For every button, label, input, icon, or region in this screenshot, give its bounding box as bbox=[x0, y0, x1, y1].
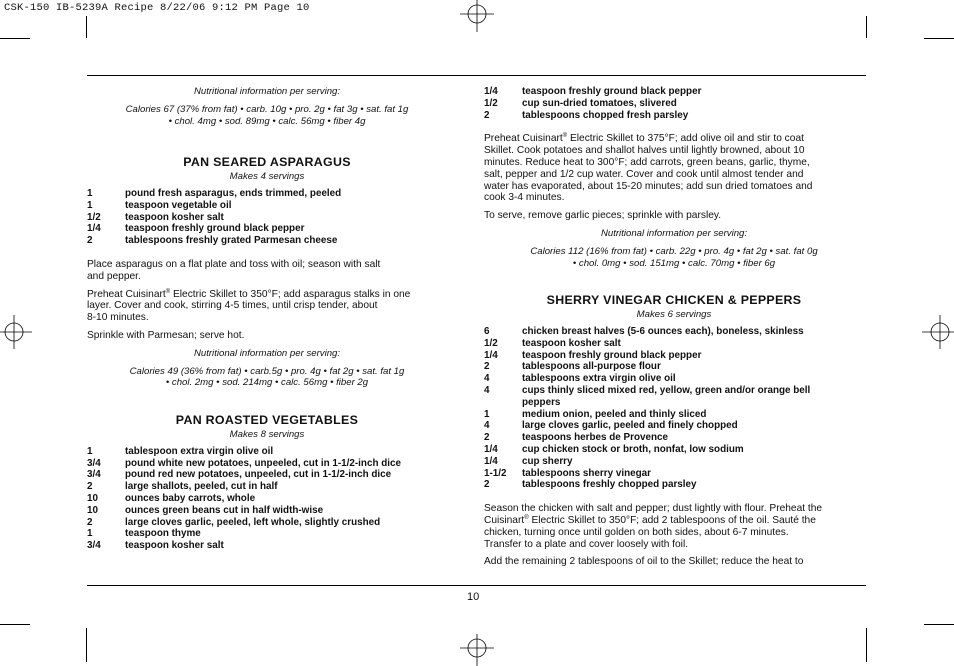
ingredient-row: 3/4 pound red new potatoes, unpeeled, cut in 1-1/2-inch dice bbox=[87, 469, 392, 481]
recipe-yield: Makes 4 servings bbox=[229, 171, 305, 183]
ingredient-row: 2 large shallots, peeled, cut in half bbox=[87, 481, 278, 493]
instruction-paragraph: Season the chicken with salt and pepper; dust lightly with flour. Preheat the Cuisinart® Electric Skillet to 350°F; add 2 tablespoons of the oil. Sauté the chicken, turning once until golden on both sides, about 6-7 minutes. Transfer to a plate and cover loosely with foil. bbox=[484, 503, 823, 550]
registration-mark-icon bbox=[920, 315, 954, 349]
ingredient-row: 4 tablespoons extra virgin olive oil bbox=[484, 373, 676, 385]
crop-mark bbox=[0, 624, 30, 625]
ingredient-row: 1/4 teaspoon freshly ground black pepper bbox=[484, 86, 702, 97]
instruction-paragraph: Place asparagus on a flat plate and toss with oil; season with salt and pepper. bbox=[87, 258, 381, 282]
ingredient-row: 1/2 teaspoon kosher salt bbox=[484, 337, 621, 349]
ingredient-row: 1/2 cup sun-dried tomatoes, slivered bbox=[484, 97, 677, 109]
ingredient-row: 10 ounces baby carrots, whole bbox=[87, 492, 256, 504]
ingredient-row: 2 teaspoons herbes de Provence bbox=[484, 432, 668, 444]
ingredient-row: 1-1/2 tablespoons sherry vinegar bbox=[484, 467, 651, 479]
crop-mark bbox=[866, 628, 867, 662]
ingredient-row: 1/4 cup sherry bbox=[484, 455, 573, 467]
ingredient-list bbox=[87, 188, 447, 247]
crop-mark bbox=[86, 16, 87, 38]
instruction-paragraph: Preheat Cuisinart® Electric Skillet to 375°F; add olive oil and stir to coat Skillet. Cook potatoes and shallot halves until lightly browned, about 10 minutes. Reduce heat to 300°F; add carrots, green beans, garlic, thyme, salt, pepper and 1/2 cup water. Cover and cook until almost tender and water has evaporated, about 15-20 minutes; add sun dried tomatoes and cook 3-4 minutes. bbox=[484, 133, 813, 204]
recipe-title: PAN ROASTED VEGETABLES bbox=[175, 413, 359, 428]
ingredient-row: 1/4 teaspoon freshly ground black pepper bbox=[87, 223, 305, 235]
crop-mark bbox=[86, 628, 87, 662]
crop-mark bbox=[924, 38, 954, 39]
ingredient-list bbox=[484, 86, 864, 121]
ingredient-row: 2 large cloves garlic, peeled, left whole, slightly crushed bbox=[87, 516, 381, 528]
nutrition-line: Calories 112 (16% from fat) • carb. 22g • pro. 4g • fat 2g • sat. fat 0g bbox=[530, 245, 818, 257]
instruction-paragraph: Preheat Cuisinart® Electric Skillet to 350°F; add asparagus stalks in one layer. Cover and cook, stirring 4-5 times, until crisp tender, about 8-10 minutes. bbox=[87, 288, 411, 324]
ingredient-row: 2 tablespoons freshly chopped parsley bbox=[484, 479, 697, 491]
nutrition-line: Calories 67 (37% from fat) • carb. 10g • pro. 2g • fat 3g • sat. fat 1g bbox=[125, 103, 409, 115]
nutrition-line: • chol. 2mg • sod. 214mg • calc. 56mg • fiber 2g bbox=[165, 377, 369, 389]
ingredient-row: 1/4 cup chicken stock or broth, nonfat, low sodium bbox=[484, 443, 744, 455]
ingredient-row: 4 large cloves garlic, peeled and finely chopped bbox=[484, 420, 738, 432]
ingredient-row: 2 tablespoons chopped fresh parsley bbox=[484, 109, 689, 121]
ingredient-row: 10 ounces green beans cut in half width-wise bbox=[87, 504, 324, 516]
bottom-rule bbox=[87, 585, 866, 586]
ingredient-row: 3/4 pound white new potatoes, unpeeled, cut in 1-1/2-inch dice bbox=[87, 457, 401, 469]
recipe-title: SHERRY VINEGAR CHICKEN & PEPPERS bbox=[546, 293, 802, 308]
ingredient-list bbox=[484, 326, 864, 491]
crop-mark bbox=[924, 624, 954, 625]
ingredient-row: 1 tablespoon extra virgin olive oil bbox=[87, 445, 274, 457]
nutrition-line: Calories 49 (36% from fat) • carb.5g • pro. 4g • fat 2g • sat. fat 1g bbox=[129, 365, 405, 377]
left-column bbox=[87, 86, 447, 552]
slug-line: CSK-150 IB-5239A Recipe 8/22/06 9:12 PM Page 10 bbox=[4, 2, 310, 14]
crop-mark bbox=[866, 16, 867, 38]
ingredient-row: 1 pound fresh asparagus, ends trimmed, peeled bbox=[87, 187, 342, 199]
registration-mark-icon bbox=[460, 0, 494, 34]
ingredient-list bbox=[87, 446, 447, 552]
crop-mark bbox=[0, 38, 30, 39]
recipe-title: PAN SEARED ASPARAGUS bbox=[183, 155, 351, 170]
ingredient-row: 2 tablespoons all-purpose flour bbox=[484, 361, 661, 373]
nutrition-label: Nutritional information per serving: bbox=[193, 347, 341, 359]
instruction-paragraph: Sprinkle with Parmesan; serve hot. bbox=[87, 329, 245, 341]
ingredient-row: 2 tablespoons freshly grated Parmesan cheese bbox=[87, 235, 338, 247]
page-number: 10 bbox=[467, 591, 480, 603]
registration-mark-icon bbox=[0, 315, 34, 349]
ingredient-row: 6 chicken breast halves (5-6 ounces each), boneless, skinless bbox=[484, 325, 804, 337]
instruction-paragraph: To serve, remove garlic pieces; sprinkle with parsley. bbox=[484, 210, 722, 222]
right-column bbox=[484, 86, 864, 568]
recipe-yield: Makes 8 servings bbox=[229, 428, 305, 440]
ingredient-row: 4 cups thinly sliced mixed red, yellow, green and/or orange bell peppers bbox=[484, 384, 811, 408]
instruction-paragraph: Add the remaining 2 tablespoons of oil to the Skillet; reduce the heat to bbox=[484, 556, 804, 568]
ingredient-row: 1 teaspoon thyme bbox=[87, 528, 201, 540]
nutrition-line: • chol. 0mg • sod. 151mg • calc. 70mg • fiber 6g bbox=[572, 257, 776, 269]
ingredient-row: 3/4 teaspoon kosher salt bbox=[87, 540, 224, 552]
ingredient-row: 1 teaspoon vegetable oil bbox=[87, 199, 232, 211]
ingredient-row: 1/4 teaspoon freshly ground black pepper bbox=[484, 349, 702, 361]
registration-mark-icon bbox=[460, 632, 494, 666]
nutrition-label: Nutritional information per serving: bbox=[600, 227, 748, 239]
nutrition-label: Nutritional information per serving: bbox=[193, 86, 341, 97]
top-rule bbox=[87, 75, 866, 76]
ingredient-row: 1 medium onion, peeled and thinly sliced bbox=[484, 408, 707, 420]
ingredient-row: 1/2 teaspoon kosher salt bbox=[87, 211, 224, 223]
recipe-yield: Makes 6 servings bbox=[636, 309, 712, 321]
nutrition-line: • chol. 4mg • sod. 89mg • calc. 56mg • fiber 4g bbox=[168, 115, 366, 127]
